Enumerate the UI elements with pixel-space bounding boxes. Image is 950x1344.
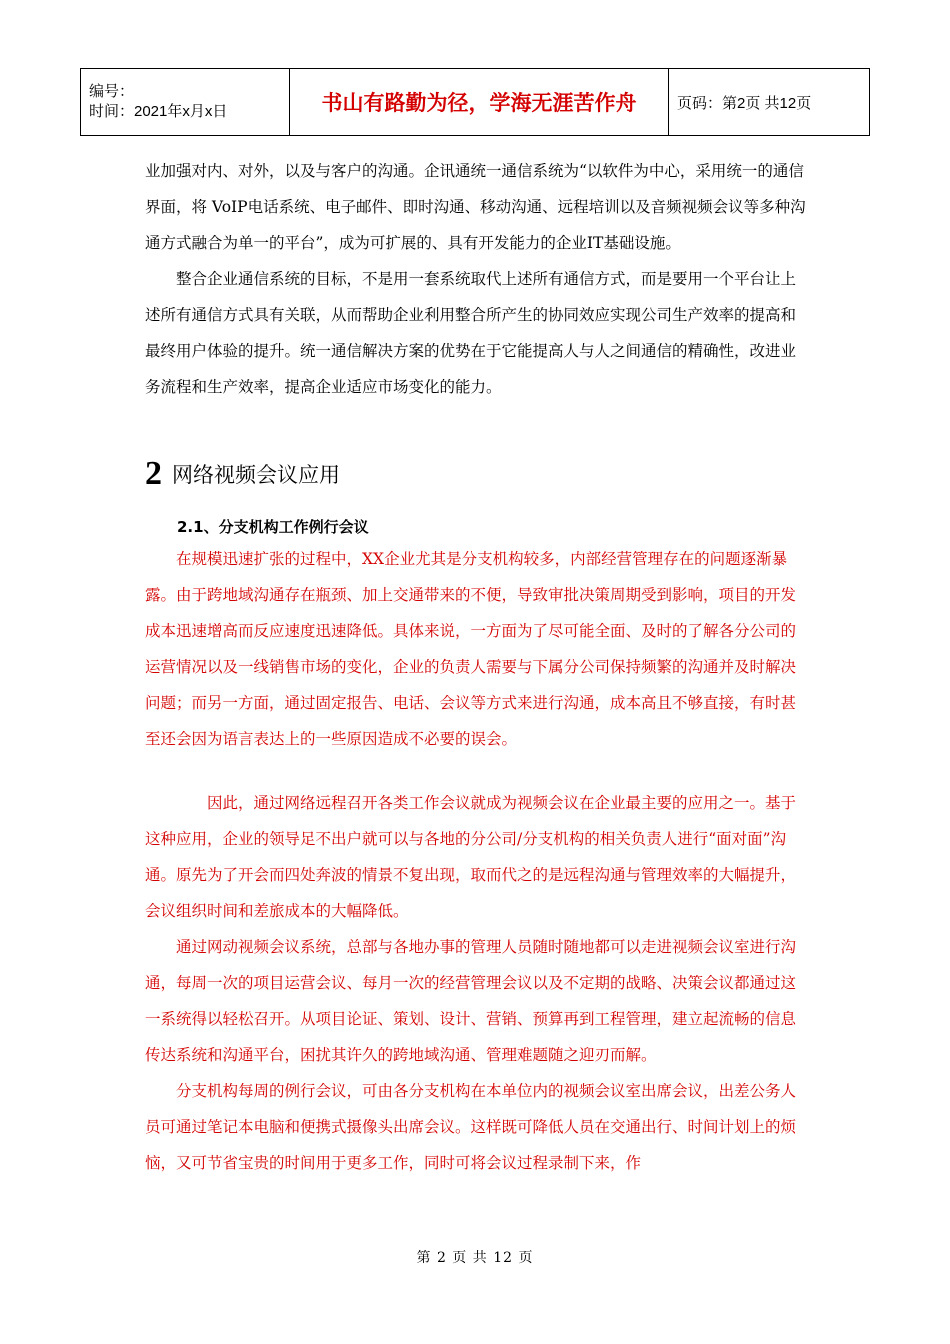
body-block-2 — [145, 785, 810, 1181]
body-text-3: 通过网动视频会议系统，总部与各地办事的管理人员随时随地都可以走进视频会议室进行沟通，每周一次的项目运营会议、每月一次的经营管理会议以及不定期的战略、决策会议都通过这一系统得以轻松召开。从项目论证、策划、设计、营销、预算再到工程管理，建立起流畅的信息传达系统和沟通平台，困扰其许久的跨地域沟通、管理难题随之迎刃而解。 — [145, 938, 797, 1064]
document-time-label: 时间：2021年x月x日 — [89, 103, 228, 120]
body-text-1: 在规模迅速扩张的过程中，XX企业尤其是分支机构较多，内部经营管理存在的问题逐渐暴露。由于跨地域沟通存在瓶颈、加上交通带来的不便，导致审批决策周期受到影响，项目的开发成本迅速增高而反应速度迅速降低。具体来说，一方面为了尽可能全面、及时的了解各分公司的运营情况以及一线销售市场的变化，企业的负责人需要与下属分公司保持频繁的沟通并及时解决问题；而另一方面，通过固定报告、电话、会议等方式来进行沟通，成本高且不够直接，有时甚至还会因为语言表达上的一些原因造成不必要的误会。 — [145, 550, 797, 748]
section-title: 网络视频会议应用 — [172, 463, 340, 487]
header-page-info: 页码：第2页 共12页 — [669, 69, 870, 136]
body-paragraph-1 — [145, 541, 810, 757]
intro-block — [145, 153, 810, 405]
intro-paragraph-1: 业加强对内、对外，以及与客户的沟通。企讯通统一通信系统为“以软件为中心，采用统一的通信界面，将 VoIP电话系统、电子邮件、即时沟通、移动沟通、远程培训以及音频视频会议等多种沟通方式融合为单一的平台”，成为可扩展的、具有开发能力的企业IT基础设施。 — [145, 162, 806, 252]
header-motto: 书山有路勤为径，学海无涯苦作舟 — [290, 69, 669, 136]
page-footer: 第 2 页 共 12 页 — [416, 1250, 534, 1266]
subsection-heading: 2.1、分支机构工作例行会议 — [177, 518, 369, 536]
page-header — [80, 68, 870, 136]
body-text-4: 分支机构每周的例行会议，可由各分支机构在本单位内的视频会议室出席会议，出差公务人员可通过笔记本电脑和便携式摄像头出席会议。这样既可降低人员在交通出行、时间计划上的烦恼，又可节省宝贵的时间用于更多工作，同时可将会议过程录制下来，作 — [145, 1082, 797, 1172]
section-heading — [145, 455, 340, 493]
body-text-2: 因此，通过网络远程召开各类工作会议就成为视频会议在企业最主要的应用之一。基于这种应用，企业的领导足不出户就可以与各地的分公司/分支机构的相关负责人进行“面对面”沟通。原先为了开会而四处奔波的情景不复出现，取而代之的是远程沟通与管理效率的大幅提升，会议组织时间和差旅成本的大幅降低。 — [145, 794, 797, 920]
section-number: 2 — [145, 455, 162, 492]
intro-paragraph-2: 整合企业通信系统的目标，不是用一套系统取代上述所有通信方式，而是要用一个平台让上述所有通信方式具有关联，从而帮助企业利用整合所产生的协同效应实现公司生产效率的提高和最终用户体验的提升。统一通信解决方案的优势在于它能提高人与人之间通信的精确性，改进业务流程和生产效率，提高企业适应市场变化的能力。 — [145, 270, 797, 396]
header-meta — [81, 69, 290, 136]
document-number-label: 编号： — [89, 83, 135, 100]
